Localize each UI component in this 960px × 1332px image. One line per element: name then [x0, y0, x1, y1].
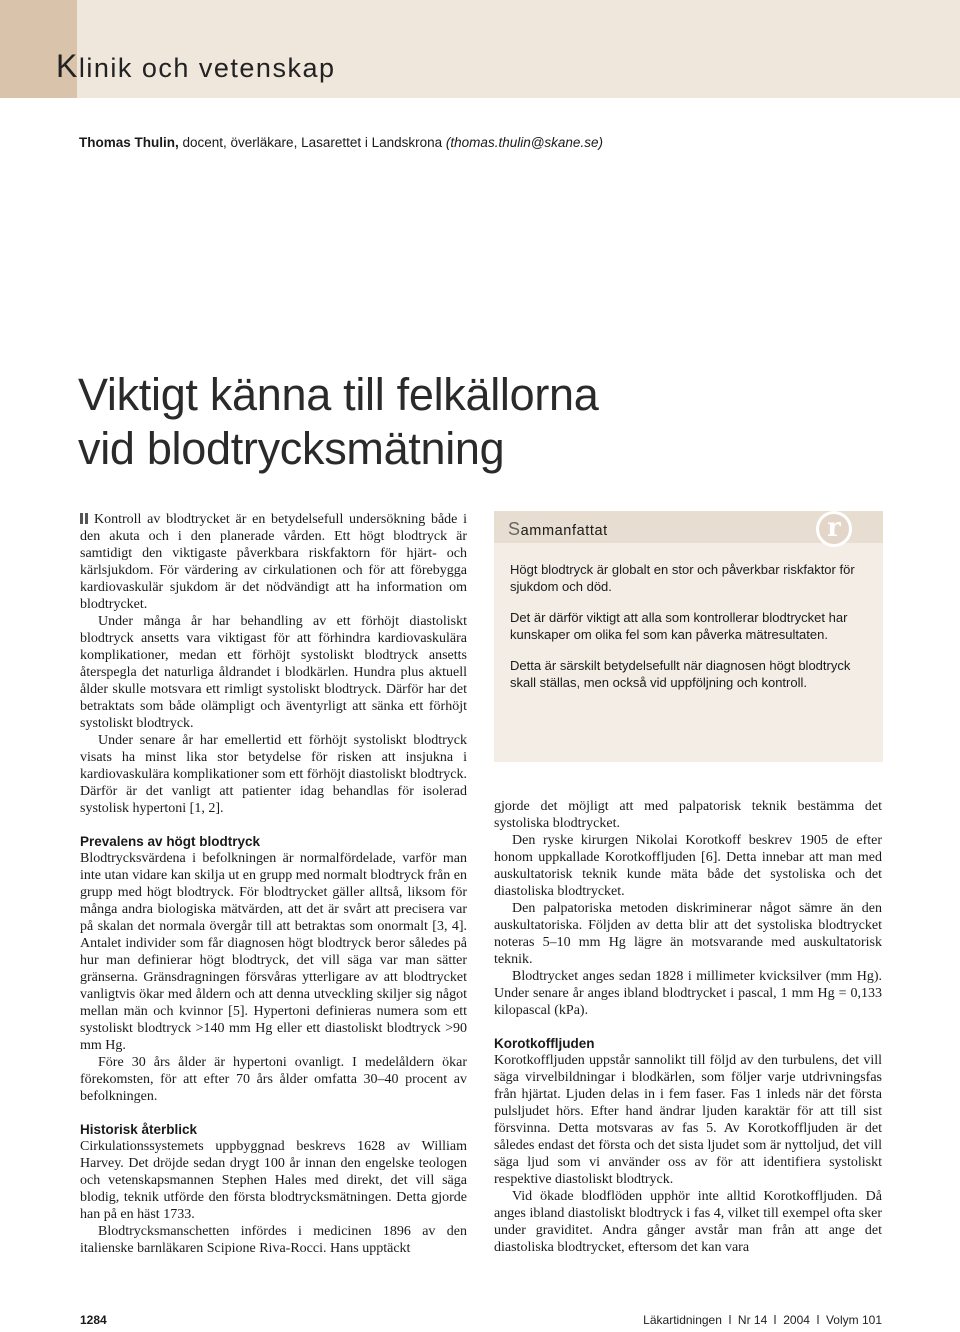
paragraph: Under senare år har emellertid ett förhöjt systoliskt blodtryck visats ha minst lika stor betydelse för risken att insjukna i kardiovaskulära komplikationer som ett förhöjt diastoliskt blodtryck. Därför är det vanligt att patienter idag behandlas för isolerad systolisk hypertoni [1, 2]. [80, 733, 467, 816]
separator [817, 1315, 819, 1324]
headline-line-2: vid blodtrycksmätning [78, 423, 505, 474]
separator [774, 1315, 776, 1324]
subheading-historisk: Historisk återblick [80, 1122, 198, 1137]
left-column [80, 511, 467, 1257]
paragraph: gjorde det möjligt att med palpatorisk teknik bestämma det systoliska blodtrycket. [494, 799, 882, 831]
paragraph: Före 30 års ålder är hypertoni ovanligt. I medelåldern ökar förekomsten, för att efter 70 års ålder omfatta 30–40 procent av befolkningen. [80, 1055, 467, 1104]
paragraph: Vid ökade blodflöden upphör inte alltid Korotkoffljuden. Då anges ibland diastoliskt blodtryck i fas 4, vilket till exempel ofta sker under graviditet. Andra gånger avstår man från att ange det diastoliska blodtrycket, eftersom det kan vara [494, 1189, 882, 1255]
paragraph: Korotkoffljuden uppstår sannolikt till följd av den turbulens, det vill säga virvelbildningar i blodkärlen, som följer varje utdrivningsfas från hjärtat. Ljuden delas in i fem faser. Fas 1 inleds när det första pulsljudet hörs. Efter hand ändrar ljuden karaktär för att till sist försvinna. Detta motsvaras av fas 5. Av Korotkoffljuden är det således endast det första och det sista ljudet som är nyttoljud, det vill säga ljud som vi använder oss av för att identifiera systoliskt respektive diastoliskt blodtryck. [494, 1053, 882, 1187]
journal-info [643, 1313, 882, 1327]
summary-paragraph: Högt blodtryck är globalt en stor och påverkbar riskfaktor för sjukdom och död. [510, 562, 855, 594]
byline [79, 135, 899, 150]
paragraph: Blodtrycket anges sedan 1828 i millimeter kvicksilver (mm Hg). Under senare år anges ibland blodtrycket i pascal, 1 mm Hg = 0,133 kilopascal (kPa). [494, 969, 882, 1018]
subheading-korotkoff: Korotkoffljuden [494, 1036, 595, 1051]
journal-issue: Nr 14 [737, 1313, 768, 1327]
author-email: (thomas.thulin@skane.se) [445, 135, 603, 150]
headline-line-1: Viktigt känna till felkällorna [78, 369, 599, 420]
section-title-initial: K [56, 48, 79, 84]
page-footer [80, 1313, 882, 1331]
lead-paragraph [80, 511, 467, 613]
section-title [56, 48, 335, 85]
author-roles: docent, överläkare, Lasarettet i Landskrona [178, 135, 446, 150]
subheading-prevalens: Prevalens av högt blodtryck [80, 834, 261, 849]
author-name: Thomas Thulin, [79, 135, 179, 150]
article-headline [78, 368, 898, 476]
summary-paragraph: Det är därför viktigt att alla som kontrollerar blodtrycket har kunskaper om olika fel som kan påverka mätresultaten. [510, 610, 848, 642]
paragraph: Den ryske kirurgen Nikolai Korotkoff beskrev 1905 de efter honom uppkallade Korotkoffljuden [6]. Detta innebar att man med auskultatorisk teknik kunde mäta både det systoliska och det diastoliska blodtrycket. [494, 833, 882, 899]
summary-box [494, 511, 883, 762]
right-column [494, 798, 882, 1256]
page-number: 1284 [80, 1313, 107, 1327]
journal-volume: Volym 101 [825, 1313, 882, 1327]
summary-paragraph: Detta är särskilt betydelsefullt när diagnosen högt blodtryck skall ställas, men också vid uppföljning och kontroll. [510, 658, 851, 690]
summary-title-rest: ammanfattat [520, 523, 608, 539]
paragraph: Cirkulationssystemets uppbyggnad beskrevs 1628 av William Harvey. Det dröjde sedan drygt 100 år innan den engelske teologen och vetenskapsmannen Stephen Hales med direkt, det vill säga blodig, teknik utförde den första blodtrycksmätningen. Detta gjorde han på en häst 1733. [80, 1139, 467, 1222]
summary-body [510, 561, 870, 705]
paragraph: Under många år har behandling av ett förhöjt diastoliskt blodtryck ansetts vara viktigast för att förhindra kardiovaskulära komplikationer, medan ett förhöjt systoliskt blodtryck ansetts återspegla det naturliga åldrandet i blodkärlen. Hundra plus aktuell ålder skulle motsvara ett rimligt systoliskt blodtryck. Därför har det betraktats som både olämpligt och äventyrligt att sänka ett förhöjt systoliskt blodtryck. [80, 614, 467, 731]
paragraph: Blodtrycksvärdena i befolkningen är normalfördelade, varför man inte utan vidare kan skilja ut en grupp med normalt blodtryck från en grupp med högt blodtryck. För blodtrycket gäller alltså, liksom för många andra biologiska mätvärden, att det är svårt att precisera var på skalan det normala övergår till att betraktas som onormalt [3, 4]. Antalet individer som får diagnosen högt blodtryck beror således på hur man definierar högt blodtryck, det vill säga var man sätter gränserna. Gränsdragningen försvåras ytterligare av att blodtrycket vanligtvis ökar med åldern och att denna utveckling skiljer sig något mellan män och kvinnor [5]. Hypertoni definieras numera som ett systoliskt blodtryck >140 mm Hg eller ett diastoliskt blodtryck >90 mm Hg. [80, 851, 467, 1053]
separator [729, 1315, 731, 1324]
journal-year: 2004 [783, 1313, 810, 1327]
section-title-rest: linik och vetenskap [78, 53, 336, 83]
paragraph: Blodtrycksmanschetten infördes i medicinen 1896 av den italienske barnläkaren Scipione Riva-Rocci. Hans upptäckt [80, 1224, 467, 1256]
paragraph: Den palpatoriska metoden diskriminerar något sämre än den auskultatoriska. Följden av detta blir att det systoliska blodtrycket noteras 5–10 mm Hg lägre än motsvarande med auskultatorisk teknik. [494, 901, 882, 967]
lead-marker-icon [80, 513, 90, 524]
lead-text: Kontroll av blodtrycket är en betydelsefull undersökning både i den akuta och i den planerade vården. Ett högt blodtryck är samtidigt den viktigaste påverkbara riskfaktorn för hjärt- och kärlsjukdom. För värdering av cirkulationen och för att förebygga kardiovaskulär sjukdom är det nödvändigt att ha information om blodtrycket. [80, 512, 467, 612]
r-badge-icon: r [816, 511, 852, 547]
journal-name: Läkartidningen [643, 1313, 722, 1327]
summary-title [508, 519, 608, 540]
summary-title-initial: S [508, 519, 521, 539]
